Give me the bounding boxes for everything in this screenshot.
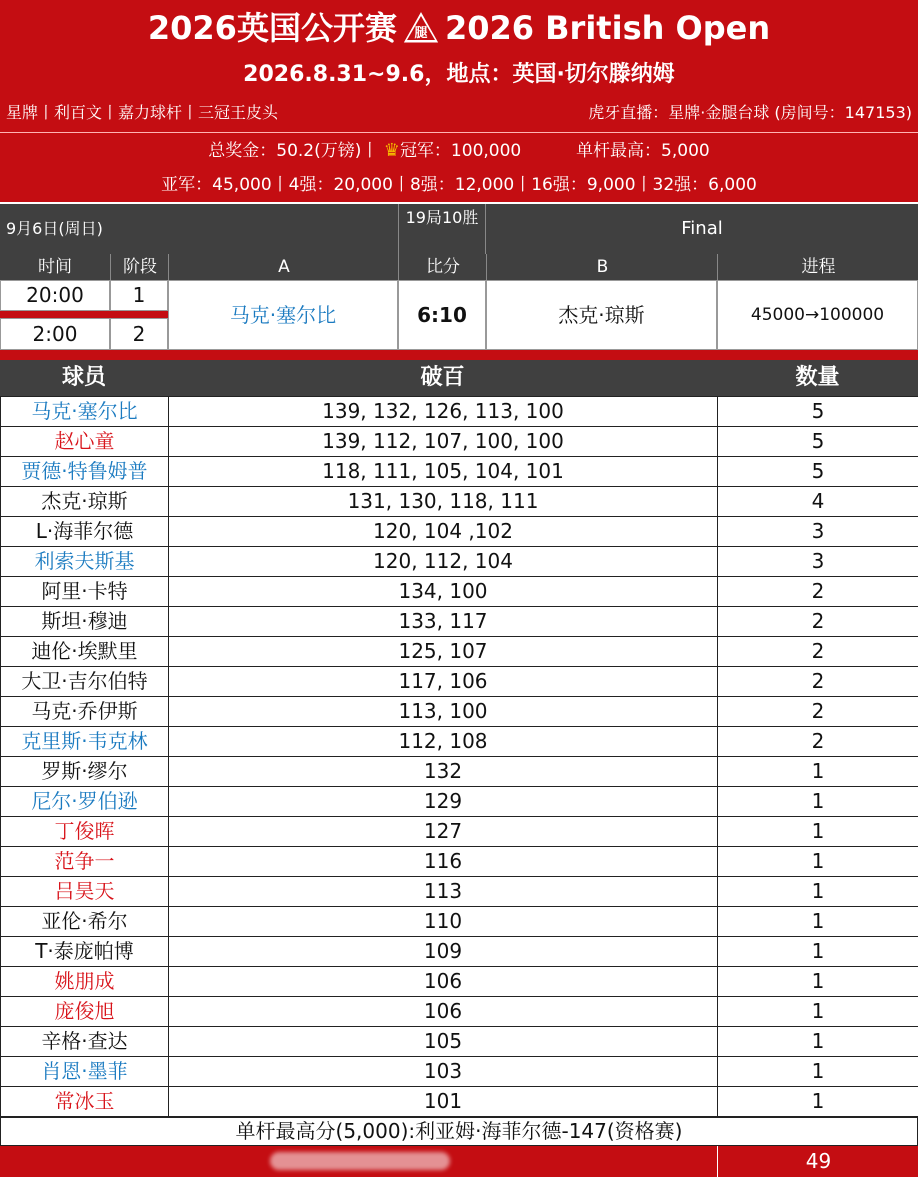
table-row (1, 1057, 918, 1087)
golden-leg-logo-icon (401, 9, 441, 45)
logo-text: 腿 (414, 26, 428, 41)
table-row (1, 487, 918, 517)
poster-subtitle: 2026.8.31~9.6，地点：英国·切尔滕纳姆 (0, 56, 918, 94)
watermark (270, 1152, 450, 1170)
century-count: 1 (718, 787, 918, 817)
col-progress: 进程 (717, 254, 918, 280)
century-list: 120, 112, 104 (169, 547, 718, 577)
century-count: 2 (718, 697, 918, 727)
sponsors-right: 虎牙直播：星牌·金腿台球 (房间号：147153) (588, 103, 912, 122)
prize-total: 总奖金：50.2(万镑)丨 (208, 141, 379, 161)
crown-icon: ♛ (383, 140, 400, 161)
century-list: 109 (169, 937, 718, 967)
century-count: 1 (718, 847, 918, 877)
table-row (1, 727, 918, 757)
century-list: 106 (169, 997, 718, 1027)
century-table (0, 396, 918, 1117)
player-b: 杰克·琼斯 (486, 280, 717, 350)
century-list: 131, 130, 118, 111 (169, 487, 718, 517)
col-player-b: B (486, 254, 718, 280)
col-stage: 阶段 (110, 254, 169, 280)
player-name: 大卫·吉尔伯特 (1, 667, 169, 697)
stage-name: Final (681, 218, 723, 239)
match-row (0, 280, 918, 350)
match-score: 6:10 (398, 280, 486, 350)
prize-progress: 45000→100000 (717, 280, 918, 350)
century-list: 117, 106 (169, 667, 718, 697)
player-name: 罗斯·缪尔 (1, 757, 169, 787)
century-count: 2 (718, 577, 918, 607)
century-count: 1 (718, 1027, 918, 1057)
prize-champion: 冠军：100,000 (399, 141, 522, 161)
prize-line-1 (0, 132, 918, 169)
century-list: 127 (169, 817, 718, 847)
table-row (1, 1087, 918, 1117)
century-count: 2 (718, 667, 918, 697)
total-centuries: 49 (717, 1146, 918, 1177)
century-count: 2 (718, 607, 918, 637)
match-date: 9月6日(周日) (6, 219, 103, 238)
table-row (1, 877, 918, 907)
header-count: 数量 (795, 365, 840, 390)
table-row (1, 1027, 918, 1057)
header-centuries: 破百 (420, 365, 465, 390)
player-name: 马克·乔伊斯 (1, 697, 169, 727)
century-list: 103 (169, 1057, 718, 1087)
century-count: 5 (718, 457, 918, 487)
table-row (1, 457, 918, 487)
session-2-time: 2:00 (0, 318, 110, 350)
century-list: 120, 104 ,102 (169, 517, 718, 547)
total-bar (0, 1146, 918, 1177)
prize-line-2: 亚军：45,000丨4强：20,000丨8强：12,000丨16强：9,000丨32强：6,000 (0, 168, 918, 202)
session-1-number: 1 (110, 280, 168, 311)
title-en: 2026 British Open (444, 9, 771, 47)
table-row (1, 397, 918, 427)
player-name: 杰克·琼斯 (1, 487, 169, 517)
century-count: 4 (718, 487, 918, 517)
century-count: 1 (718, 997, 918, 1027)
table-row (1, 697, 918, 727)
player-a: 马克·塞尔比 (168, 280, 398, 350)
century-list: 105 (169, 1027, 718, 1057)
century-list: 112, 108 (169, 727, 718, 757)
player-name: 利索夫斯基 (1, 547, 169, 577)
century-count: 2 (718, 727, 918, 757)
player-name: T·泰庞帕博 (1, 937, 169, 967)
table-row (1, 637, 918, 667)
player-name: 庞俊旭 (1, 997, 169, 1027)
century-count: 3 (718, 517, 918, 547)
century-count: 1 (718, 817, 918, 847)
century-list: 125, 107 (169, 637, 718, 667)
match-info-bar (0, 204, 918, 254)
century-count: 1 (718, 907, 918, 937)
match-column-headers (0, 254, 918, 280)
player-name: 常冰玉 (1, 1087, 169, 1117)
century-list: 132 (169, 757, 718, 787)
century-list: 116 (169, 847, 718, 877)
century-count: 5 (718, 427, 918, 457)
player-name: 肖恩·墨菲 (1, 1057, 169, 1087)
table-row (1, 427, 918, 457)
table-row (1, 757, 918, 787)
player-name: 丁俊晖 (1, 817, 169, 847)
poster-title (0, 0, 918, 56)
century-list: 139, 132, 126, 113, 100 (169, 397, 718, 427)
century-count: 5 (718, 397, 918, 427)
century-list: 139, 112, 107, 100, 100 (169, 427, 718, 457)
table-row (1, 997, 918, 1027)
century-count: 1 (718, 967, 918, 997)
player-name: 辛格·查达 (1, 1027, 169, 1057)
century-table-header (0, 360, 918, 396)
player-name: 范争一 (1, 847, 169, 877)
table-row (1, 847, 918, 877)
player-name: L·海菲尔德 (1, 517, 169, 547)
header-player: 球员 (61, 365, 106, 390)
col-time: 时间 (38, 257, 72, 277)
century-list: 118, 111, 105, 104, 101 (169, 457, 718, 487)
century-count: 1 (718, 1087, 918, 1117)
century-table-body (1, 397, 918, 1117)
century-list: 133, 117 (169, 607, 718, 637)
prize-high-break: 单杆最高：5,000 (576, 141, 710, 161)
col-player-a: A (168, 254, 399, 280)
session-1-time: 20:00 (0, 280, 110, 311)
section-divider (0, 350, 918, 360)
table-row (1, 907, 918, 937)
player-name: 吕昊天 (1, 877, 169, 907)
player-name: 姚朋成 (1, 967, 169, 997)
table-row (1, 667, 918, 697)
player-name: 尼尔·罗伯逊 (1, 787, 169, 817)
player-name: 赵心童 (1, 427, 169, 457)
title-cn: 2026英国公开赛 (147, 9, 397, 47)
player-name: 迪伦·埃默里 (1, 637, 169, 667)
century-list: 113 (169, 877, 718, 907)
round-format: 19局10胜 (398, 204, 486, 254)
century-count: 1 (718, 757, 918, 787)
century-count: 2 (718, 637, 918, 667)
century-list: 129 (169, 787, 718, 817)
century-count: 1 (718, 937, 918, 967)
table-row (1, 607, 918, 637)
century-list: 110 (169, 907, 718, 937)
table-row (1, 517, 918, 547)
century-list: 106 (169, 967, 718, 997)
table-row (1, 937, 918, 967)
century-list: 113, 100 (169, 697, 718, 727)
session-divider (0, 311, 168, 318)
player-name: 贾德·特鲁姆普 (1, 457, 169, 487)
player-name: 马克·塞尔比 (1, 397, 169, 427)
player-name: 亚伦·希尔 (1, 907, 169, 937)
col-score: 比分 (398, 254, 487, 280)
century-list: 134, 100 (169, 577, 718, 607)
player-name: 克里斯·韦克林 (1, 727, 169, 757)
sponsors-bar (0, 94, 918, 132)
player-name: 斯坦·穆迪 (1, 607, 169, 637)
sponsors-left: 星牌丨利百文丨嘉力球杆丨三冠王皮头 (6, 103, 279, 122)
century-count: 3 (718, 547, 918, 577)
table-row (1, 967, 918, 997)
high-break-note: 单杆最高分(5,000):利亚姆·海菲尔德-147(资格赛) (0, 1117, 918, 1146)
session-2-number: 2 (110, 318, 168, 350)
table-row (1, 547, 918, 577)
table-row (1, 577, 918, 607)
century-list: 101 (169, 1087, 718, 1117)
century-count: 1 (718, 1057, 918, 1087)
century-count: 1 (718, 877, 918, 907)
table-row (1, 787, 918, 817)
player-name: 阿里·卡特 (1, 577, 169, 607)
table-row (1, 817, 918, 847)
